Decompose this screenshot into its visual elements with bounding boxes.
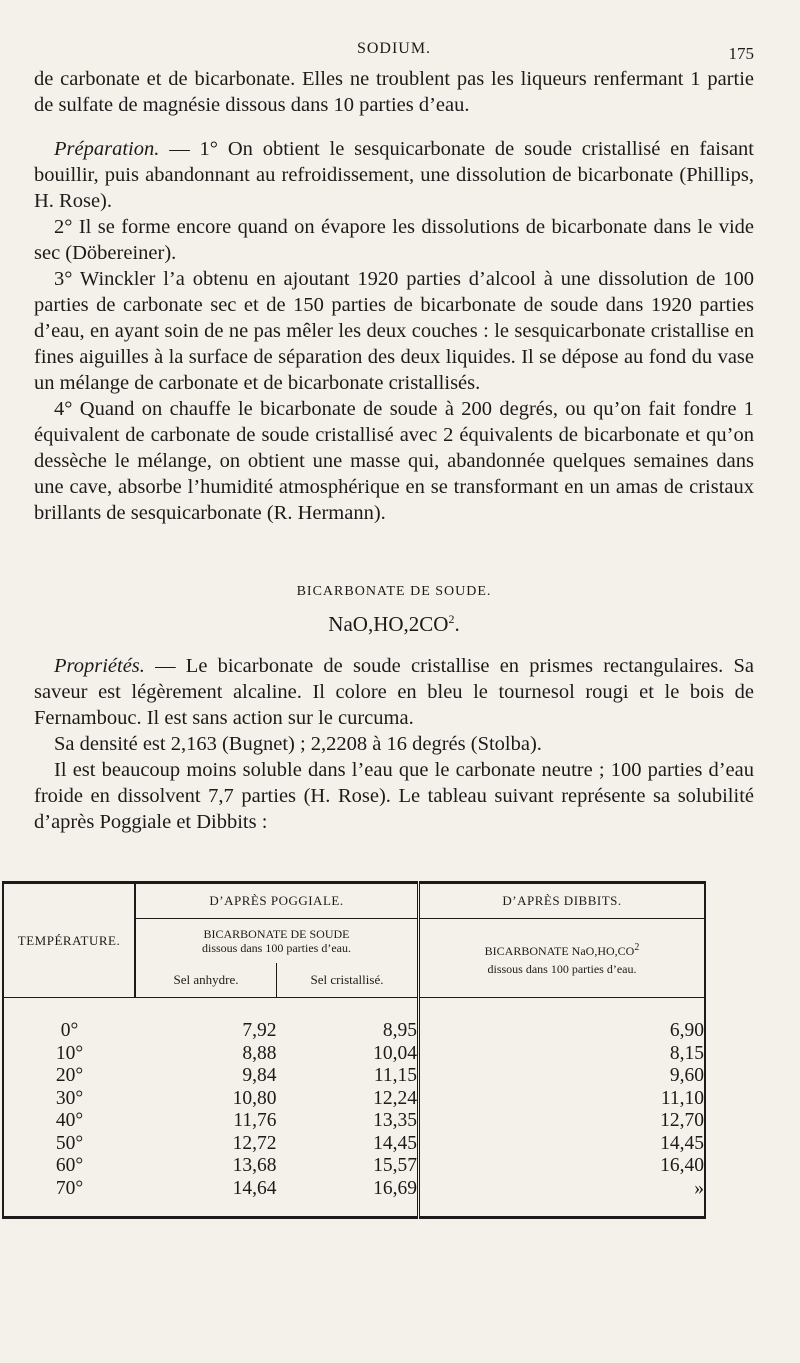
cell-sel-cristallise: 8,95 xyxy=(277,998,419,1043)
header-sel-cristallise: Sel cristallisé. xyxy=(277,963,419,998)
cell-temperature: 60° xyxy=(55,1155,84,1176)
paragraph-densite: Sa densité est 2,163 (Bugnet) ; 2,2208 à 16 degrés (Stolba). xyxy=(54,733,542,755)
cell-sel-anhydre: 14,64 xyxy=(232,1177,277,1199)
cell-dibbits: » xyxy=(694,1177,704,1199)
header-temperature: TEMPÉRATURE. xyxy=(3,883,135,998)
runin-heading-proprietes: Propriétés. xyxy=(54,655,145,677)
running-title: SODIUM. xyxy=(356,40,432,57)
paragraph-proprietes-text: — Le bicarbonate de soude cristallise en prismes rectangulaires. Sa saveur est légèrement alcaline. Il colore en bleu le tournesol rougi et le bois de Fernambouc. Il est sans action sur le curcuma. xyxy=(34,655,754,729)
runin-heading-preparation: Préparation. xyxy=(54,138,160,160)
table-row xyxy=(3,1065,705,1088)
table-row xyxy=(3,998,705,1043)
chemical-formula: $NaO,HO,2CO^2$. xyxy=(328,612,460,636)
cell-dibbits: 11,10 xyxy=(660,1087,704,1109)
table-row xyxy=(3,1043,705,1066)
paragraph-preparation xyxy=(34,136,754,214)
dibbits-sub-superscript: 2 xyxy=(634,941,640,953)
dibbits-sub-formula: BICARBONATE NaO,HO,CO xyxy=(484,943,635,958)
running-head xyxy=(34,36,754,66)
cell-sel-cristallise: 11,15 xyxy=(277,1065,419,1088)
table-row xyxy=(3,1088,705,1111)
cell-dibbits: 14,45 xyxy=(660,1132,704,1154)
table-row xyxy=(3,1178,705,1218)
table-row xyxy=(3,1133,705,1156)
cell-sel-anhydre: 7,92 xyxy=(242,1020,277,1041)
cell-temperature: 10° xyxy=(55,1042,84,1064)
cell-sel-anhydre: 12,72 xyxy=(232,1132,277,1154)
cell-sel-cristallise: 12,24 xyxy=(277,1088,419,1111)
solubility-table xyxy=(2,881,706,1219)
cell-sel-anhydre: 8,88 xyxy=(242,1042,277,1064)
header-dibbits: D’APRÈS DIBBITS. xyxy=(419,883,706,919)
poggiale-sub-line2: dissous dans 100 parties d’eau. xyxy=(202,941,351,955)
section-title: BICARBONATE DE SOUDE. xyxy=(296,584,492,599)
cell-sel-cristallise: 16,69 xyxy=(277,1178,419,1218)
cell-sel-anhydre: 13,68 xyxy=(232,1155,277,1176)
cell-dibbits: 16,40 xyxy=(660,1155,704,1176)
cell-dibbits: 6,90 xyxy=(669,1020,704,1041)
cell-sel-anhydre: 10,80 xyxy=(232,1087,277,1109)
cell-dibbits: 9,60 xyxy=(669,1065,704,1086)
cell-temperature: 30° xyxy=(55,1087,84,1109)
cell-temperature: 40° xyxy=(55,1110,84,1131)
paragraph-continuation: de carbonate et de bicarbonate. Elles ne troublent pas les liqueurs renfermant 1 partie de sulfate de magnésie dissous dans 10 parties d’eau. xyxy=(34,68,754,116)
cell-sel-cristallise: 13,35 xyxy=(277,1110,419,1133)
formula-superscript: 2 xyxy=(448,612,455,626)
header-poggiale-sub xyxy=(135,919,419,964)
paragraph-method-2: 2° Il se forme encore quand on évapore les dissolutions de bicarbonate dans le vide sec (Döbereiner). xyxy=(34,216,754,264)
paragraph-method-4: 4° Quand on chauffe le bicarbonate de soude à 200 degrés, ou qu’on fait fondre 1 équivalent de carbonate de soude cristallisé avec 2 équivalents de bicarbonate et qu’on dessèche le mélange, on obtient une masse qui, abandonnée quelques semaines dans une cave, absorbe l’humidité atmosphérique en se transformant en un amas de cristaux brillants de sesquicarbonate (R. Hermann). xyxy=(34,398,754,524)
dibbits-sub-line1 xyxy=(420,939,704,960)
formula-main: NaO,HO,2CO xyxy=(328,612,449,636)
paragraph-method-3: 3° Winckler l’a obtenu en ajoutant 1920 parties d’alcool à une dissolution de 100 parties de carbonate sec et de 150 parties de bicarbonate de soude dans 1920 parties d’eau, en ayant soin de ne pas mêler les deux couches : le sesquicarbonate cristallise en fines aiguilles à la surface de séparation des deux liquides. Il se dépose au fond du vase un mélange de carbonate et de bicarbonate cristallisés. xyxy=(34,268,754,394)
cell-dibbits: 8,15 xyxy=(669,1042,704,1064)
cell-sel-cristallise: 14,45 xyxy=(277,1133,419,1156)
poggiale-sub-line1: BICARBONATE DE SOUDE xyxy=(203,927,350,941)
paragraph-solubilite: Il est beaucoup moins soluble dans l’eau que le carbonate neutre ; 100 parties d’eau froide en dissolvent 7,7 parties (H. Rose). Le tableau suivant représente sa solubilité d’après Poggiale et Dibbits : xyxy=(34,759,754,833)
paragraph-preparation-text: — 1° On obtient le sesquicarbonate de soude cristallisé en faisant bouillir, puis abandonnant au refroidissement, une dissolution de bicarbonate (Phillips, H. Rose). xyxy=(34,138,754,212)
cell-temperature: 70° xyxy=(55,1177,84,1199)
cell-sel-cristallise: 10,04 xyxy=(277,1043,419,1066)
cell-temperature: 0° xyxy=(60,1020,79,1041)
paragraph-proprietes xyxy=(34,653,754,731)
cell-sel-anhydre: 11,76 xyxy=(233,1110,277,1131)
dibbits-sub-line2: dissous dans 100 parties d’eau. xyxy=(487,961,637,976)
header-sel-anhydre: Sel anhydre. xyxy=(135,963,277,998)
table-row xyxy=(3,1110,705,1133)
page-number: 175 xyxy=(728,44,754,63)
header-dibbits-sub xyxy=(419,919,706,998)
book-page xyxy=(34,36,754,835)
cell-temperature: 50° xyxy=(55,1132,84,1154)
cell-temperature: 20° xyxy=(55,1065,84,1086)
header-poggiale: D’APRÈS POGGIALE. xyxy=(135,883,419,919)
table-body xyxy=(3,998,705,1218)
table-row xyxy=(3,1155,705,1178)
cell-sel-cristallise: 15,57 xyxy=(277,1155,419,1178)
cell-dibbits: 12,70 xyxy=(660,1110,704,1131)
cell-sel-anhydre: 9,84 xyxy=(242,1065,277,1086)
